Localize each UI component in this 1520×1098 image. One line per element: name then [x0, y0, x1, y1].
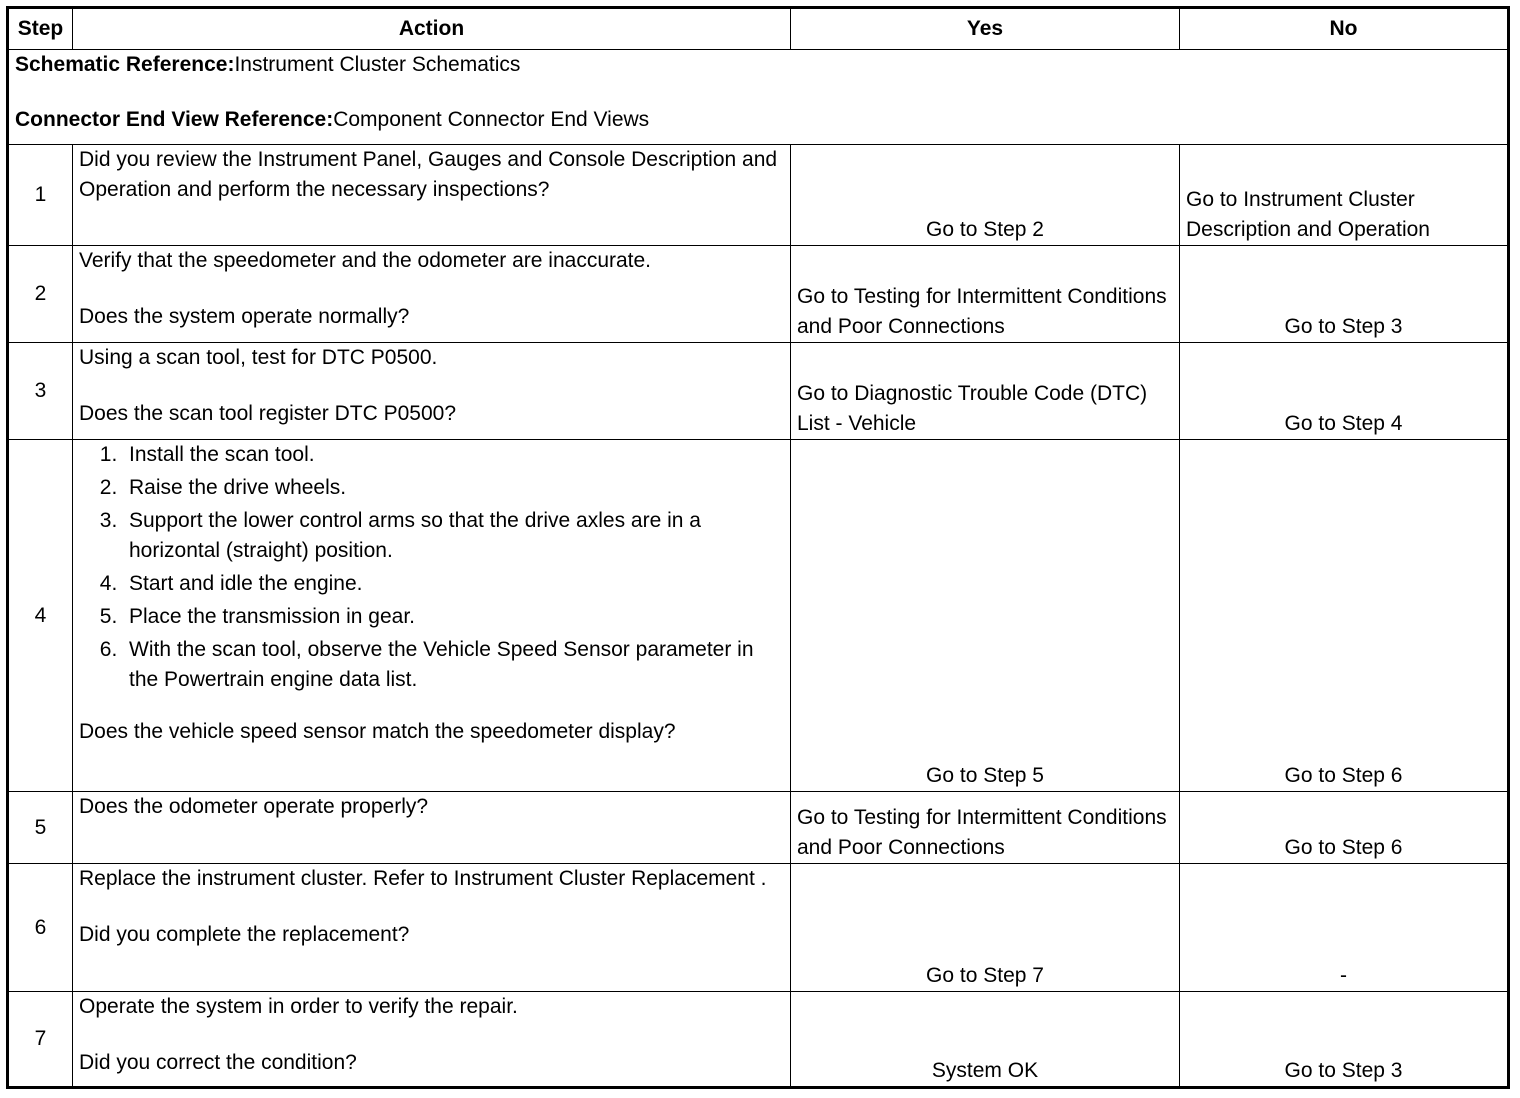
action-question: Does the vehicle speed sensor match the speedometer display? — [79, 720, 676, 743]
no-cell: Go to Step 3 — [1180, 992, 1509, 1088]
action-cell — [73, 864, 791, 992]
yes-cell: System OK — [791, 992, 1180, 1088]
table-row — [8, 343, 1509, 440]
list-item: 3. Support the lower control arms so that the drive axles are in a horizontal (straight) position. — [129, 506, 784, 566]
step-number: 1 — [8, 145, 73, 246]
list-item: 1. Install the scan tool. — [129, 440, 784, 470]
action-question: Did you correct the condition? — [79, 1051, 357, 1074]
table-row — [8, 864, 1509, 992]
action-cell — [73, 145, 791, 246]
action-text: Did you review the Instrument Panel, Gauges and Console Description and Operation and perform the necessary inspections? — [79, 148, 778, 201]
action-text: Does the odometer operate properly? — [79, 795, 429, 818]
connector-reference-label: Connector End View Reference: — [15, 108, 334, 131]
list-item: 6. With the scan tool, observe the Vehicle Speed Sensor parameter in the Powertrain engine data list. — [129, 635, 784, 695]
table-row — [8, 992, 1509, 1088]
reference-cell — [8, 50, 1509, 145]
action-cell — [73, 992, 791, 1088]
no-cell: - — [1180, 864, 1509, 992]
diagnostic-table — [6, 6, 1510, 1089]
table-row — [8, 440, 1509, 792]
header-step: Step — [8, 8, 73, 50]
no-cell: Go to Step 3 — [1180, 246, 1509, 343]
no-cell: Go to Step 6 — [1180, 440, 1509, 792]
header-yes: Yes — [791, 8, 1180, 50]
yes-cell: Go to Testing for Intermittent Conditions and Poor Connections — [791, 246, 1180, 343]
step-number: 2 — [8, 246, 73, 343]
schematic-reference — [15, 50, 1501, 80]
action-question: Did you complete the replacement? — [79, 923, 410, 946]
yes-cell: Go to Step 5 — [791, 440, 1180, 792]
action-question: Does the scan tool register DTC P0500? — [79, 402, 457, 425]
list-item: 4. Start and idle the engine. — [129, 569, 784, 599]
no-cell: Go to Instrument Cluster Description and Operation — [1180, 145, 1509, 246]
action-text: Verify that the speedometer and the odometer are inaccurate. — [79, 249, 652, 272]
action-text: Using a scan tool, test for DTC P0500. — [79, 346, 438, 369]
no-cell: Go to Step 4 — [1180, 343, 1509, 440]
connector-reference — [15, 105, 1501, 135]
header-row — [8, 8, 1509, 50]
schematic-reference-label: Schematic Reference: — [15, 53, 235, 76]
action-cell — [73, 343, 791, 440]
list-item: 2. Raise the drive wheels. — [129, 473, 784, 503]
step-number: 6 — [8, 864, 73, 992]
step-number: 4 — [8, 440, 73, 792]
action-question: Does the system operate normally? — [79, 305, 410, 328]
action-cell — [73, 792, 791, 864]
header-action: Action — [73, 8, 791, 50]
list-item: 5. Place the transmission in gear. — [129, 602, 784, 632]
action-cell — [73, 246, 791, 343]
connector-reference-value: Component Connector End Views — [333, 108, 650, 131]
no-cell: Go to Step 6 — [1180, 792, 1509, 864]
reference-row — [8, 50, 1509, 145]
yes-cell: Go to Step 2 — [791, 145, 1180, 246]
action-text: Operate the system in order to verify the repair. — [79, 995, 518, 1018]
step-number: 3 — [8, 343, 73, 440]
action-text: Replace the instrument cluster. Refer to Instrument Cluster Replacement . — [79, 867, 767, 890]
yes-cell: Go to Step 7 — [791, 864, 1180, 992]
step-number: 5 — [8, 792, 73, 864]
table-row — [8, 792, 1509, 864]
table-row — [8, 246, 1509, 343]
procedure-list — [79, 440, 784, 695]
yes-cell: Go to Testing for Intermittent Conditions and Poor Connections — [791, 792, 1180, 864]
table-row — [8, 145, 1509, 246]
header-no: No — [1180, 8, 1509, 50]
schematic-reference-value: Instrument Cluster Schematics — [234, 53, 521, 76]
action-cell — [73, 440, 791, 792]
yes-cell: Go to Diagnostic Trouble Code (DTC) List - Vehicle — [791, 343, 1180, 440]
step-number: 7 — [8, 992, 73, 1088]
